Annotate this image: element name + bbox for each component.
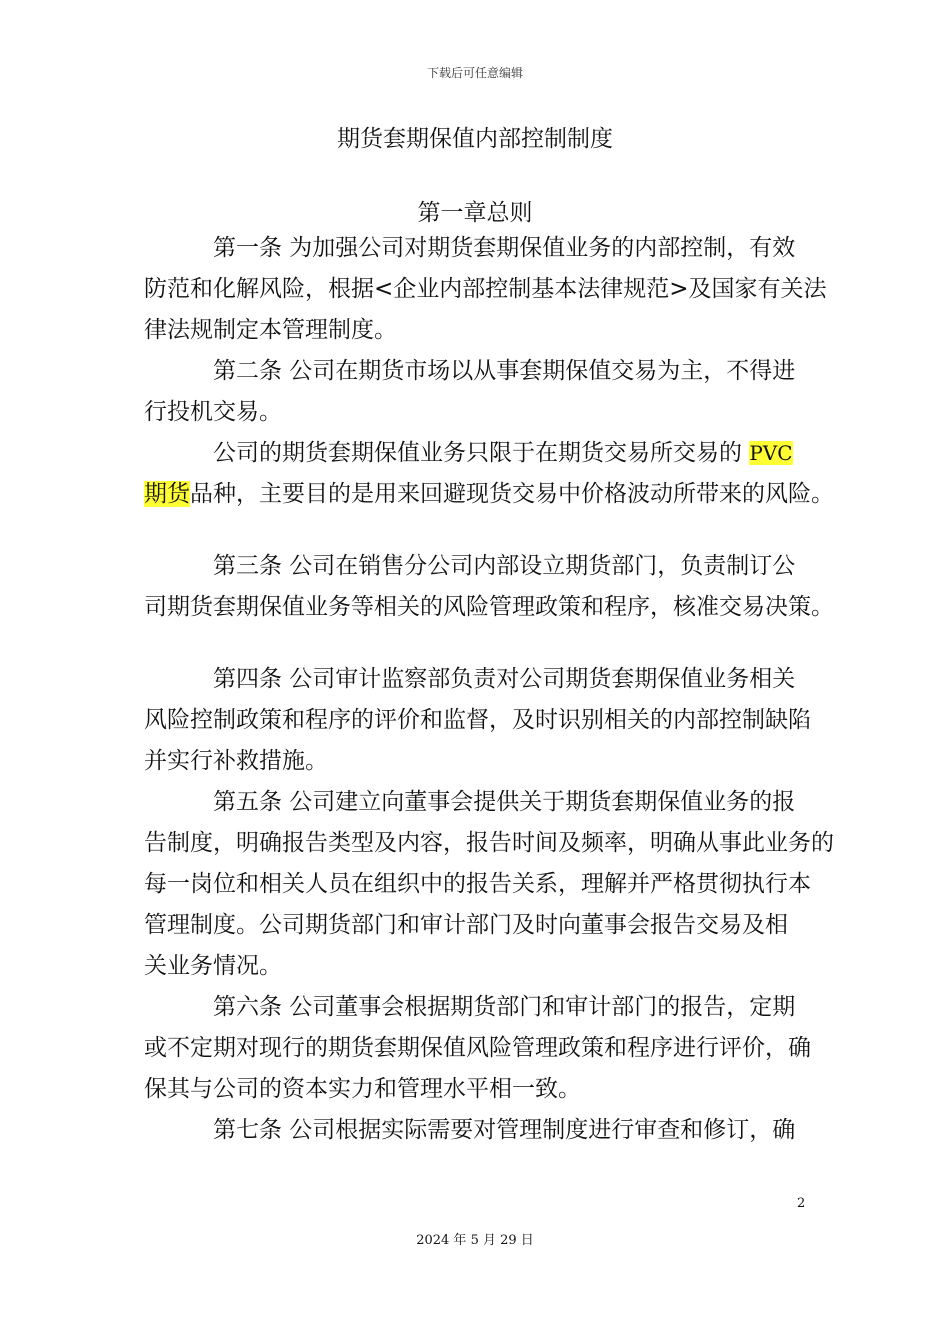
article-7 xyxy=(144,1110,810,1151)
footer-date: 2024 年 5 月 29 日 xyxy=(416,1233,534,1248)
text-line: 第四条 公司审计监察部负责对公司期货套期保值业务相关 xyxy=(213,666,796,692)
paragraph-gap xyxy=(144,628,810,659)
text-line: 第七条 公司根据实际需要对管理制度进行审查和修订，确 xyxy=(213,1117,796,1143)
text-line: 防范和化解风险，根据<企业内部控制基本法律规范>及国家有关法 xyxy=(144,276,827,302)
text-line: 第三条 公司在销售分公司内部设立期货部门，负责制订公 xyxy=(213,553,796,579)
text-line: 第二条 公司在期货市场以从事套期保值交易为主，不得进 xyxy=(213,358,796,384)
text-line: 行投机交易。 xyxy=(144,399,282,425)
chapter-title: 第一章总则 xyxy=(417,200,533,226)
highlighted-text: 期货 xyxy=(144,481,190,507)
text-line: 关业务情况。 xyxy=(144,953,282,979)
text-line: 第六条 公司董事会根据期货部门和审计部门的报告，定期 xyxy=(213,994,796,1020)
article-1 xyxy=(144,228,827,351)
paragraph-gap xyxy=(144,515,810,546)
header-note: 下载后可任意编辑 xyxy=(426,66,523,80)
text-line: 管理制度。公司期货部门和审计部门及时向董事会报告交易及相 xyxy=(144,912,788,938)
text-run: 公司的期货套期保值业务只限于在期货交易所交易的 xyxy=(213,440,750,466)
highlighted-text: PVC xyxy=(749,441,793,465)
text-line: 并实行补救措施。 xyxy=(144,748,328,774)
article-4 xyxy=(144,659,810,782)
document-title: 期货套期保值内部控制制度 xyxy=(337,126,613,152)
text-line: 第一条 为加强公司对期货套期保值业务的内部控制，有效 xyxy=(213,235,796,261)
document-body xyxy=(144,228,834,1151)
text-line xyxy=(144,474,834,515)
article-6 xyxy=(144,987,810,1110)
text-line: 每一岗位和相关人员在组织中的报告关系，理解并严格贯彻执行本 xyxy=(144,871,811,897)
text-line: 第五条 公司建立向董事会提供关于期货套期保值业务的报 xyxy=(213,789,796,815)
text-line: 或不定期对现行的期货套期保值风险管理政策和程序进行评价，确 xyxy=(144,1035,811,1061)
text-line: 律法规制定本管理制度。 xyxy=(144,317,397,343)
article-5 xyxy=(144,782,834,987)
text-line: 风险控制政策和程序的评价和监督，及时识别相关的内部控制缺陷 xyxy=(144,707,811,733)
text-line: 司期货套期保值业务等相关的风险管理政策和程序，核准交易决策。 xyxy=(144,594,834,620)
article-2-scope xyxy=(144,433,834,515)
page-number: 2 xyxy=(797,1196,806,1211)
article-3 xyxy=(144,546,834,628)
text-run: 品种，主要目的是用来回避现货交易中价格波动所带来的风险。 xyxy=(190,481,834,507)
text-line: 告制度，明确报告类型及内容，报告时间及频率，明确从事此业务的 xyxy=(144,830,834,856)
article-2 xyxy=(144,351,810,433)
text-line xyxy=(144,433,810,474)
text-line: 保其与公司的资本实力和管理水平相一致。 xyxy=(144,1076,581,1102)
